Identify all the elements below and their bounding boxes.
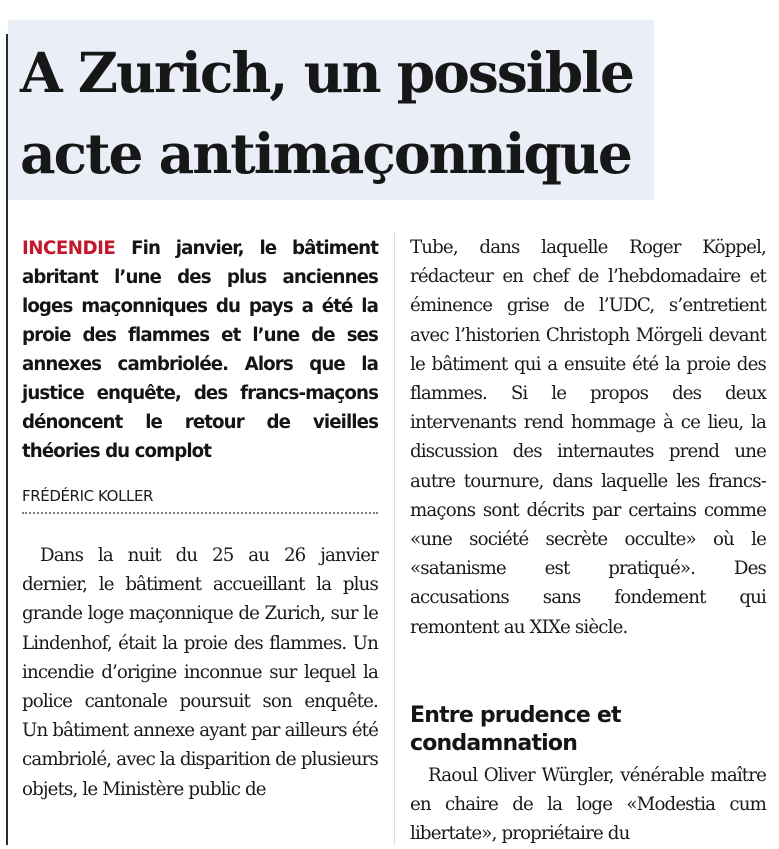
subheading: Entre prudence et condamnation bbox=[410, 703, 621, 756]
headline-line-2: acte antimaçonnique bbox=[20, 121, 631, 186]
body-paragraph-left: Dans la nuit du 25 au 26 janvier dernier, le bâtiment accueillant la plus grande loge maçonnique de Zurich, sur le Lindenhof, était la proie des flammes. Un incendie d’origine inconnue sur lequel la police cantonale poursuit son enquête. Un bâtiment annexe ayant par ailleurs été cambriolé, avec la disparition de plusieurs objets, le Ministère public de bbox=[22, 545, 378, 800]
byline: FRÉDÉRIC KOLLER bbox=[22, 487, 154, 505]
headline bbox=[20, 32, 633, 194]
lead-text: Fin janvier, le bâtiment abritant l’une des plus anciennes loges maçonniques du pays a été la proie des flammes et l’une de ses annexes cambriolée. Alors que la justice enquête, des francs-maçons dénoncent le retour de vieilles théories du complot bbox=[22, 238, 378, 462]
column-divider bbox=[394, 232, 395, 845]
byline-divider bbox=[22, 512, 378, 514]
headline-line-1: A Zurich, un possible bbox=[20, 40, 634, 105]
lead-paragraph bbox=[22, 234, 378, 466]
body-paragraph-right: Tube, dans laquelle Roger Köppel, rédacteur en chef de l’hebdomadaire et éminence grise de l’UDC, s’entretient avec l’historien Christoph Mörgeli devant le bâtiment qui a ensuite été la proie des flammes. Si le propos des deux intervenants rend hommage à ce lieu, la discussion des internautes prend une autre tournure, dans laquelle les francs-maçons sont décrits par certains comme «une société secrète occulte» où le «satanisme est pratiqué». Des accusations sans fondement qui remontent au XIXe siècle. bbox=[410, 237, 766, 638]
body-paragraph-right-2: Raoul Oliver Würgler, vénérable maître en chaire de la loge «Modestia cum libertate», propriétaire du bbox=[410, 765, 766, 845]
kicker-label: INCENDIE bbox=[22, 238, 116, 259]
